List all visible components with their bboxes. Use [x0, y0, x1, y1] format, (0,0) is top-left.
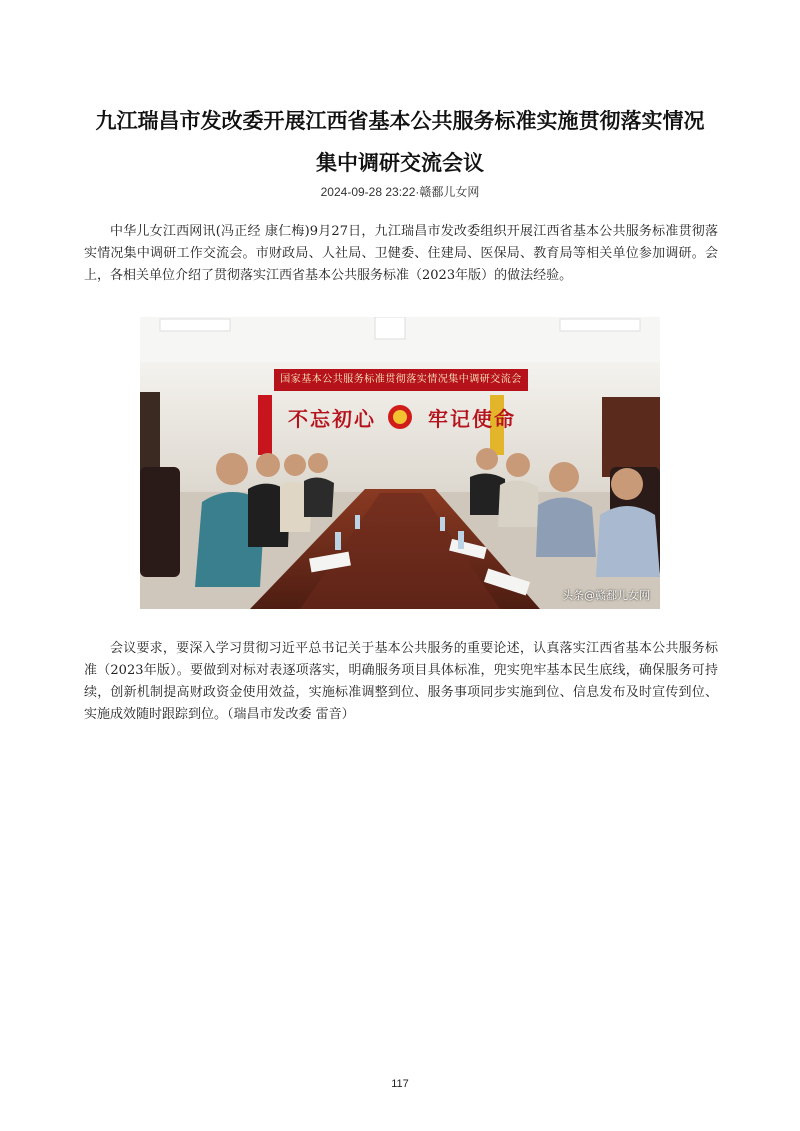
- meeting-photo: [140, 317, 660, 609]
- photo-watermark: 头条@赣鄱儿女网: [562, 589, 650, 602]
- page-number: 117: [391, 1078, 409, 1090]
- meeting-slogan: [288, 403, 516, 432]
- slogan-right: 牢记使命: [428, 407, 516, 431]
- paragraph-2: 会议要求，要深入学习贯彻习近平总书记关于基本公共服务的重要论述，认真落实江西省基本公共服务标准（2023年版）。要做到对标对表逐项落实，明确服务项目具体标准，兜实兜牢基本民生底线，确保服务可持续，创新机制提高财政资金使用效益，实施标准调整到位、服务事项同步实施到位、信息发布及时宣传到位、实施成效随时跟踪到位。（瑞昌市发改委 雷音）: [84, 641, 718, 722]
- slogan-left: 不忘初心: [288, 407, 376, 431]
- title-line-1: 九江瑞昌市发改委开展江西省基本公共服务标准实施贯彻落实情况: [95, 109, 705, 133]
- meeting-banner-text: 国家基本公共服务标准贯彻落实情况集中调研交流会: [280, 374, 522, 385]
- article-meta: 2024-09-28 23:22·赣鄱儿女网: [320, 185, 480, 199]
- article-title: [60, 100, 740, 184]
- title-line-2: 集中调研交流会议: [316, 151, 484, 175]
- paragraph-1: 中华儿女江西网讯(冯正经 康仁梅)9月27日，九江瑞昌市发改委组织开展江西省基本公共服务标准贯彻落实情况集中调研工作交流会。市财政局、人社局、卫健委、住建局、医保局、教育局等相关单位参加调研。会上，各相关单位介绍了贯彻落实江西省基本公共服务标准（2023年版）的做法经验。: [84, 224, 718, 283]
- meeting-photo-illustration: [140, 317, 660, 609]
